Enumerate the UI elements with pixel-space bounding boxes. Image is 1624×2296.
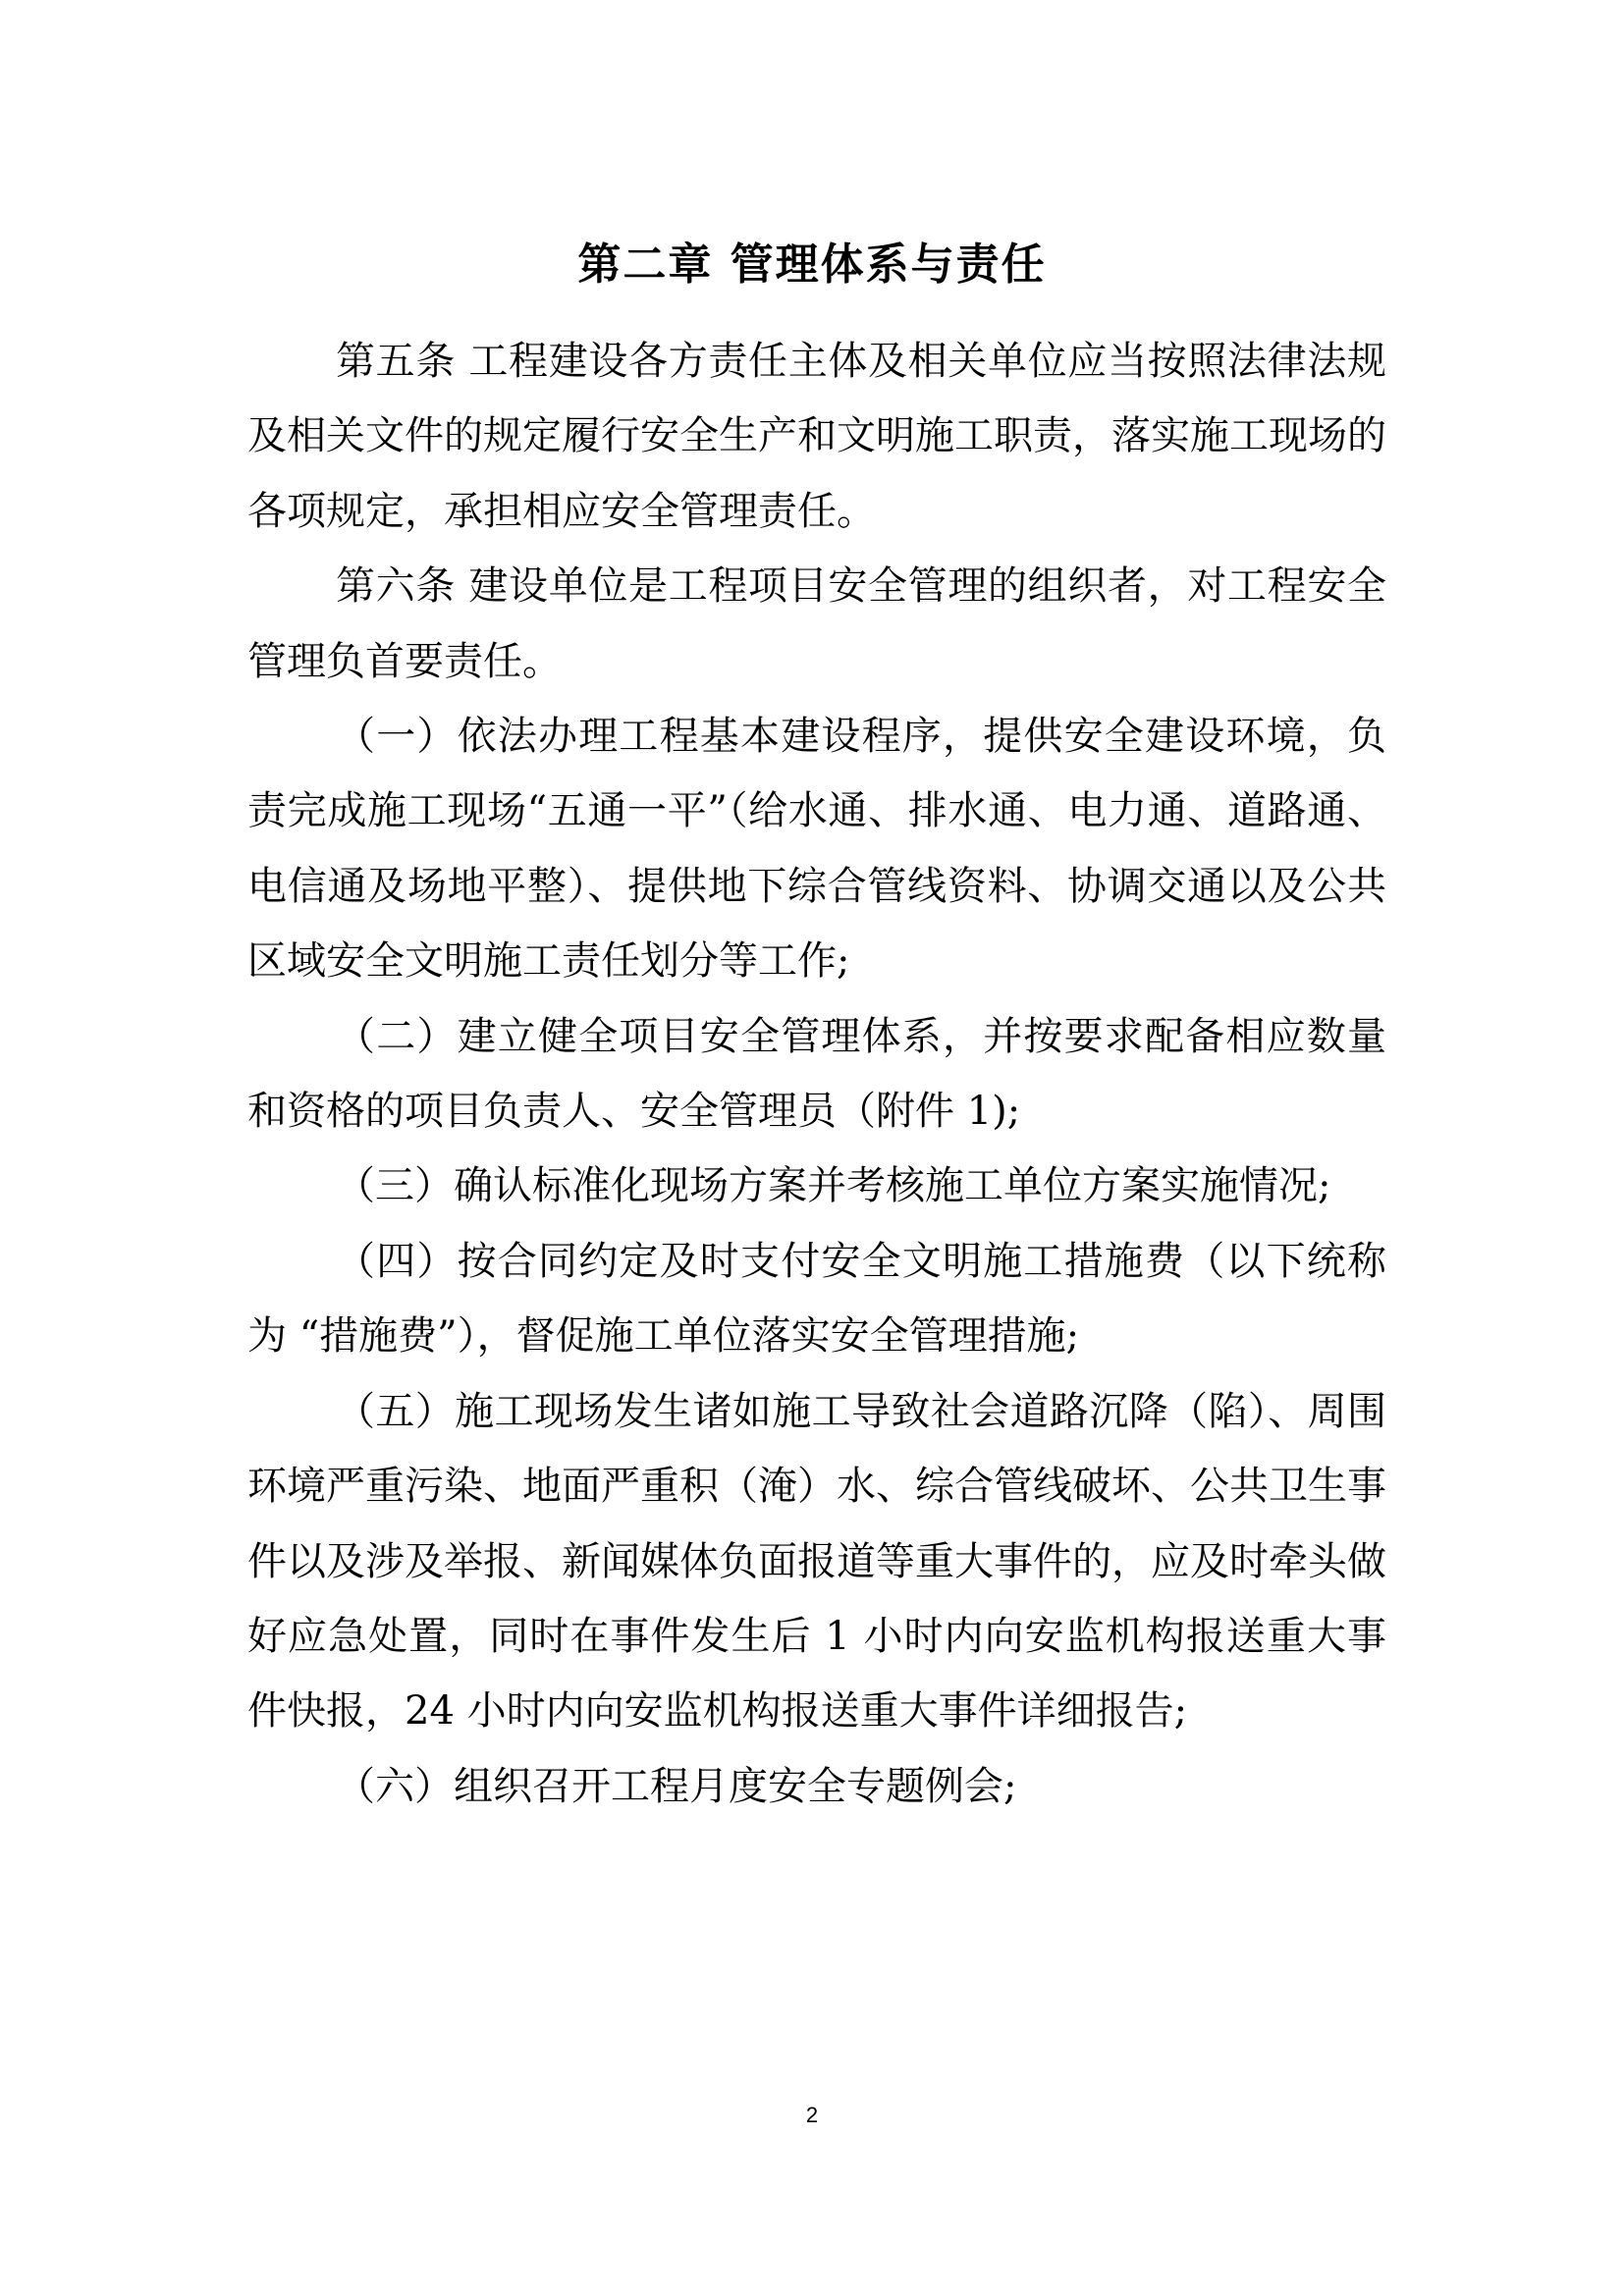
paragraph-item-1: （一）依法办理工程基本建设程序，提供安全建设环境，负责完成施工现场“五通一平”（给水通、排水通、电力通、道路通、电信通及场地平整）、提供地下综合管线资料、协调交通以及公共区域安全文明施工责任划分等工作; (247, 714, 1386, 985)
paragraph-article-5: 第五条 工程建设各方责任主体及相关单位应当按照法律法规及相关文件的规定履行安全生产和文明施工职责，落实施工现场的各项规定，承担相应安全管理责任。 (247, 339, 1386, 534)
paragraph-item-4: （四）按合同约定及时支付安全文明施工措施费（以下统称为 “措施费”），督促施工单位落实安全管理措施; (247, 1238, 1386, 1360)
paragraph-article-6: 第六条 建设单位是工程项目安全管理的组织者，对工程安全管理负首要责任。 (247, 563, 1386, 684)
chapter-title: 第二章 管理体系与责任 (577, 240, 1047, 290)
body-text (247, 324, 1386, 1824)
paragraph-item-6: （六）组织召开工程月度安全专题例会; (336, 1763, 1017, 1809)
paragraph-item-3: （三）确认标准化现场方案并考核施工单位方案实施情况; (336, 1163, 1331, 1209)
paragraph-item-5: （五）施工现场发生诸如施工导致社会道路沉降（陷）、周围环境严重污染、地面严重积（淹）水、综合管线破坏、公共卫生事件以及涉及举报、新闻媒体负面报道等重大事件的，应及时牵头做好应急处置，同时在事件发生后 1 小时内向安监机构报送重大事件快报，24 小时内向安监机构报送重大事件详细报告; (247, 1388, 1386, 1735)
paragraph-item-2: （二）建立健全项目安全管理体系，并按要求配备相应数量和资格的项目负责人、安全管理员（附件 1); (247, 1013, 1386, 1135)
page-number: 2 (805, 2103, 819, 2127)
